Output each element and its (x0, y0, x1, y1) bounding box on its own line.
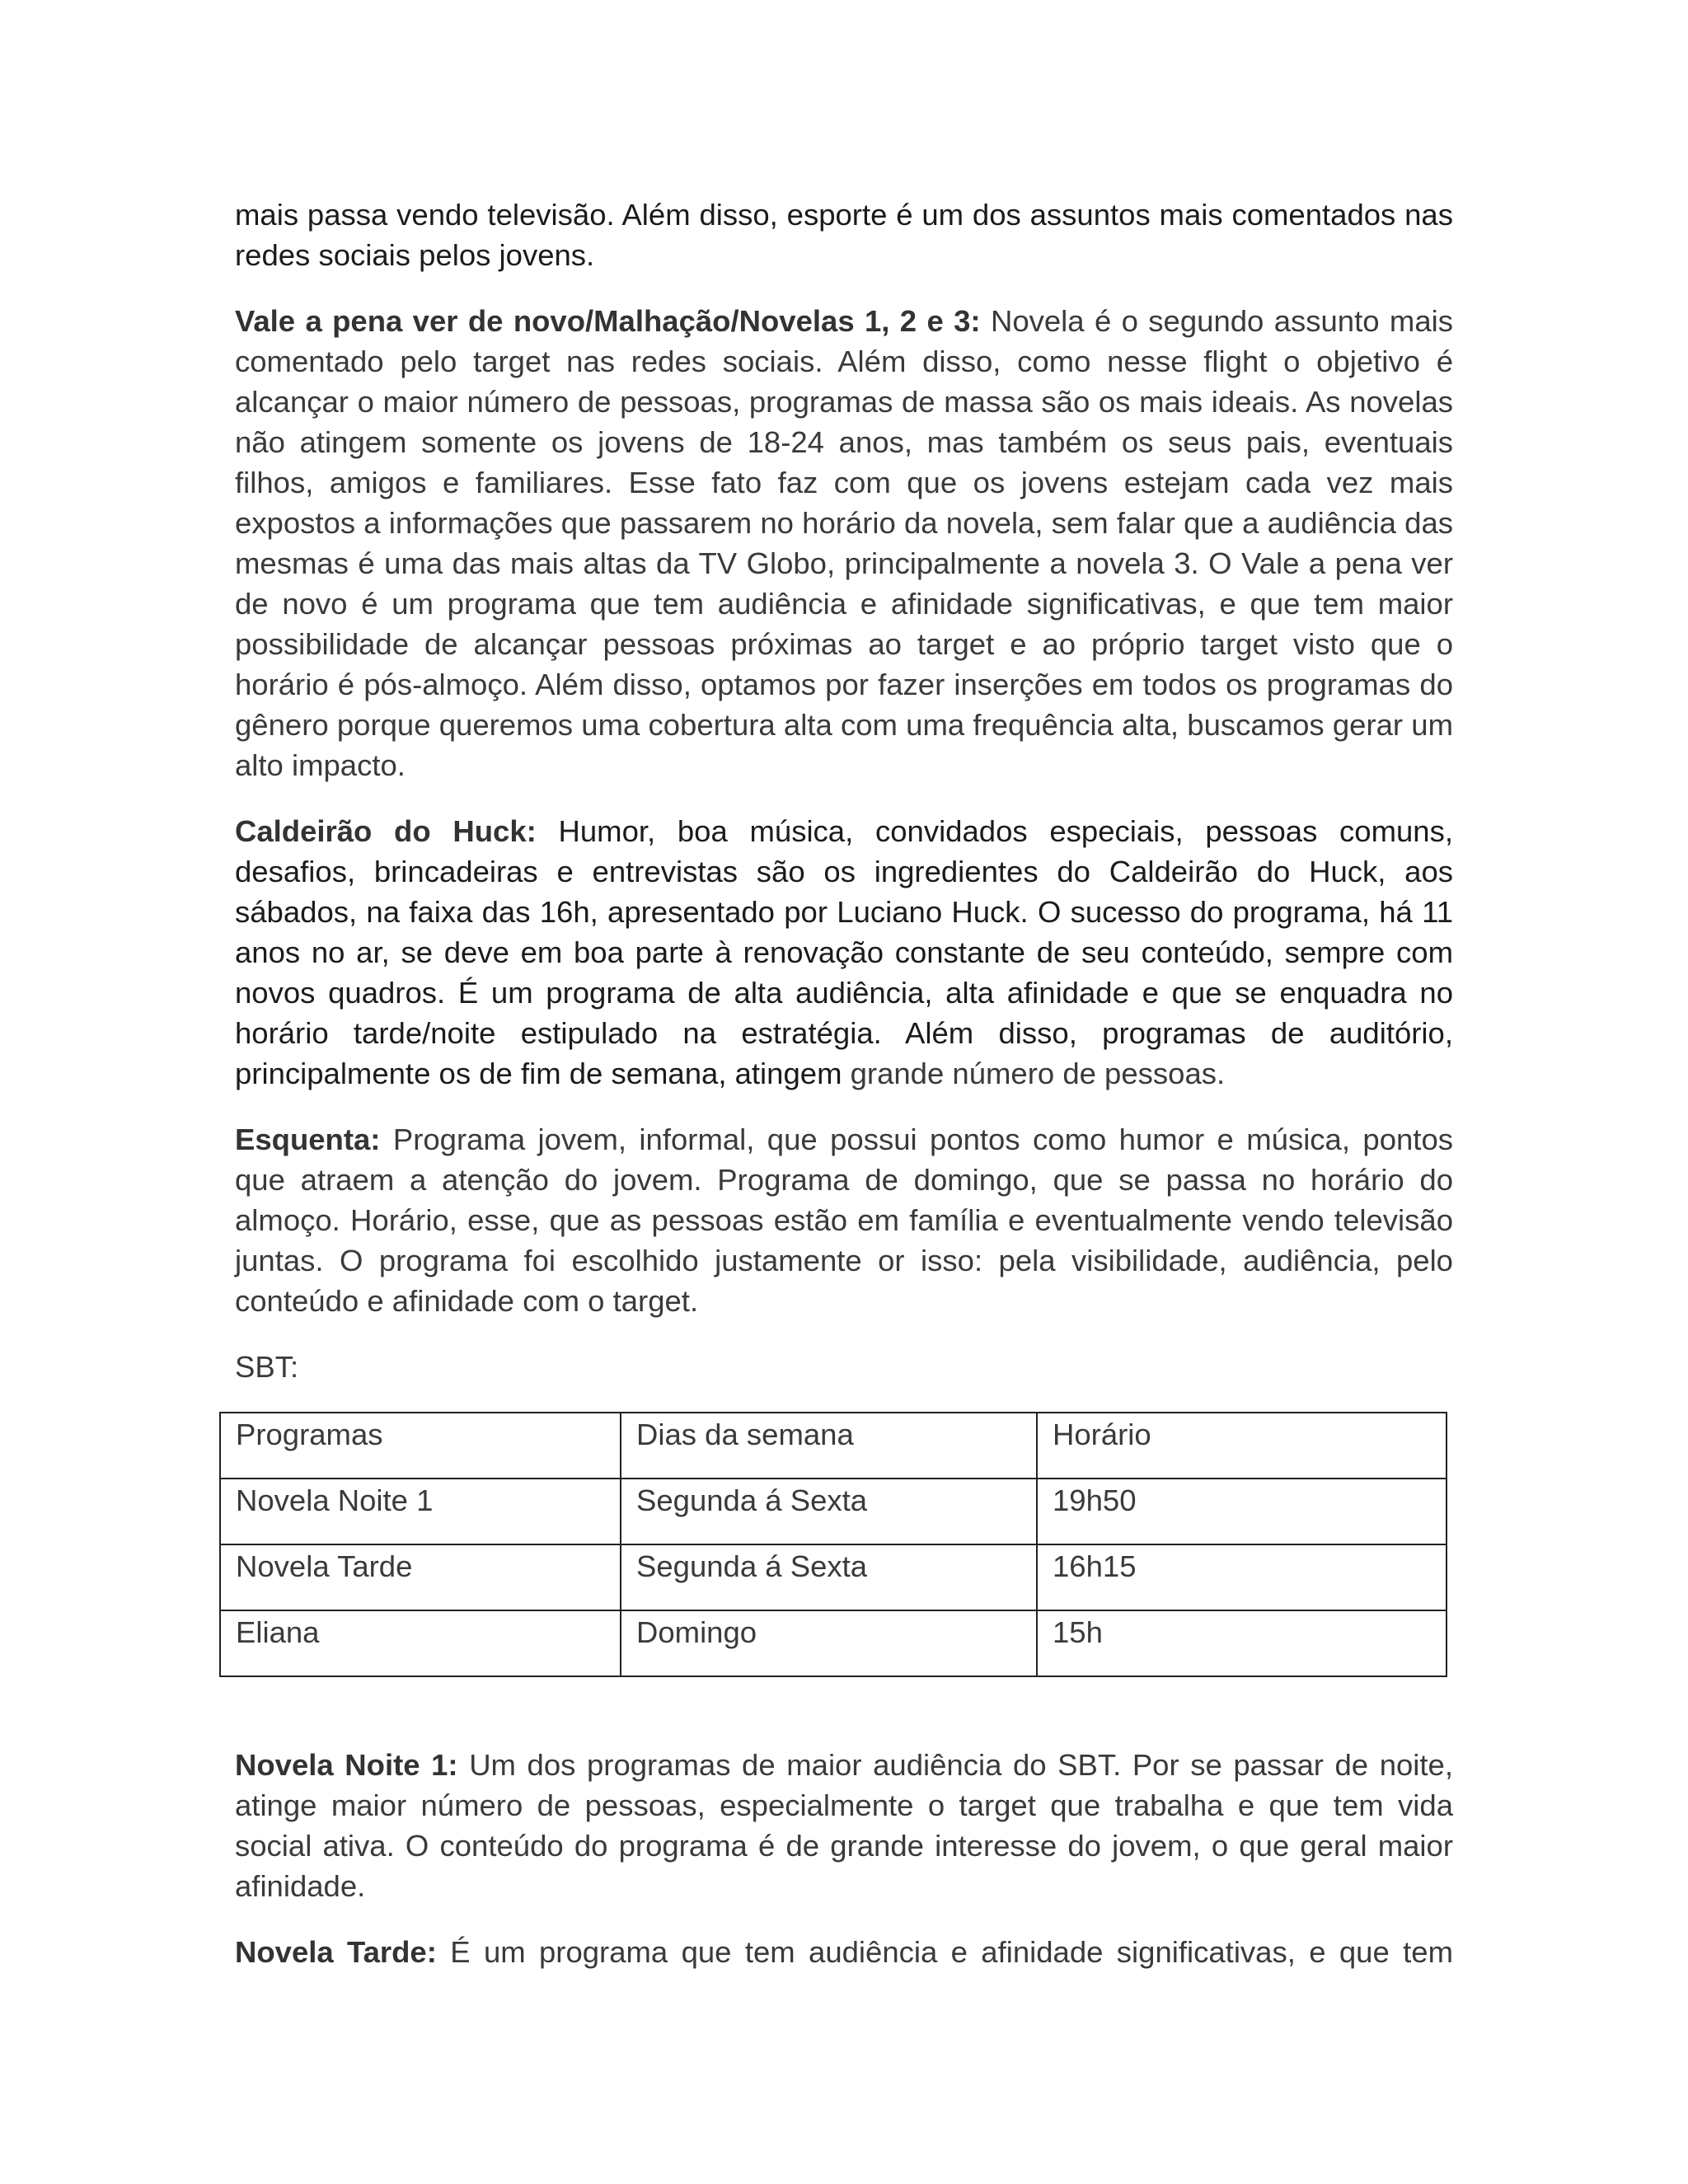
table-cell: 19h50 (1037, 1479, 1447, 1544)
table-cell: Segunda á Sexta (621, 1544, 1037, 1610)
esquenta-text: Programa jovem, informal, que possui pontos como humor e música, pontos que atraem a atenção do jovem. Programa de domingo, que se passa no horário do almoço. Horário, esse, que as pessoas estão em família e eventualmente vendo televisão juntas. O programa foi escolhido justamente or isso: pela visibilidade, audiência, pelo conteúdo e afinidade com o target. (235, 1122, 1453, 1318)
caldeirao-text: Humor, boa música, convidados especiais, pessoas comuns, desafios, brincadeiras e entrevistas são os ingredientes do Caldeirão do Huck, aos sábados, na faixa das 16h, apresentado por Luciano Huck. O sucesso do programa, há 11 anos no ar, se deve em boa parte à renovação constante de seu conteúdo, sempre com novos quadros. É um programa de alta audiência, alta afinidade e que se enquadra no horário tarde/noite estipulado na estratégia. Além disso, programas de auditório, principalmente os de fim de semana, atingem (235, 814, 1453, 1090)
sbt-section-label: SBT: (235, 1350, 299, 1384)
table-cell: Eliana (220, 1610, 621, 1676)
intro-text: mais passa vendo televisão. Além disso, esporte é um dos assuntos mais comentados nas redes sociais pelos jovens. (235, 198, 1453, 272)
novelas-heading: Vale a pena ver de novo/Malhação/Novelas 1, 2 e 3: (235, 304, 981, 338)
table-header-cell: Horário (1037, 1413, 1447, 1479)
intro-paragraph (235, 194, 1453, 275)
document-page (235, 194, 1453, 1998)
novelas-paragraph (235, 301, 1453, 785)
table-row (220, 1544, 1447, 1610)
novela-tarde-paragraph (235, 1932, 1453, 1972)
table-cell: 15h (1037, 1610, 1447, 1676)
table-row (220, 1610, 1447, 1676)
table-cell: Segunda á Sexta (621, 1479, 1037, 1544)
table-row (220, 1479, 1447, 1544)
novela-noite-heading: Novela Noite 1: (235, 1748, 458, 1782)
novela-tarde-text: É um programa que tem audiência e afinidade significativas, e que tem (436, 1935, 1453, 1969)
table-header-row (220, 1413, 1447, 1479)
caldeirao-tail: grande número de pessoas. (842, 1057, 1226, 1090)
table-header-cell: Programas (220, 1413, 621, 1479)
caldeirao-paragraph (235, 811, 1453, 1094)
sbt-schedule-table (219, 1412, 1447, 1677)
table-header-cell: Dias da semana (621, 1413, 1037, 1479)
novelas-text: Novela é o segundo assunto mais comentado pelo target nas redes sociais. Além disso, como nesse flight o objetivo é alcançar o maior número de pessoas, programas de massa são os mais ideais. As novelas não atingem somente os jovens de 18-24 anos, mas também os seus pais, eventuais filhos, amigos e familiares. Esse fato faz com que os jovens estejam cada vez mais expostos a informações que passarem no horário da novela, sem falar que a audiência das mesmas é uma das mais altas da TV Globo, principalmente a novela 3. O Vale a pena ver de novo é um programa que tem audiência e afinidade significativas, e que tem maior possibilidade de alcançar pessoas próximas ao target e ao próprio target visto que o horário é pós-almoço. Além disso, optamos por fazer inserções em todos os programas do gênero porque queremos uma cobertura alta com uma frequência alta, buscamos gerar um alto impacto. (235, 304, 1453, 782)
novela-noite-text: Um dos programas de maior audiência do SBT. Por se passar de noite, atinge maior número de pessoas, especialmente o target que trabalha e que tem vida social ativa. O conteúdo do programa é de grande interesse do jovem, o que geral maior afinidade. (235, 1748, 1453, 1903)
table-cell: Novela Noite 1 (220, 1479, 621, 1544)
table-cell: 16h15 (1037, 1544, 1447, 1610)
caldeirao-heading: Caldeirão do Huck: (235, 814, 537, 848)
esquenta-paragraph (235, 1119, 1453, 1321)
table-cell: Novela Tarde (220, 1544, 621, 1610)
table-cell: Domingo (621, 1610, 1037, 1676)
esquenta-heading: Esquenta: (235, 1122, 381, 1156)
novela-noite-paragraph (235, 1745, 1453, 1906)
novela-tarde-heading: Novela Tarde: (235, 1935, 437, 1969)
